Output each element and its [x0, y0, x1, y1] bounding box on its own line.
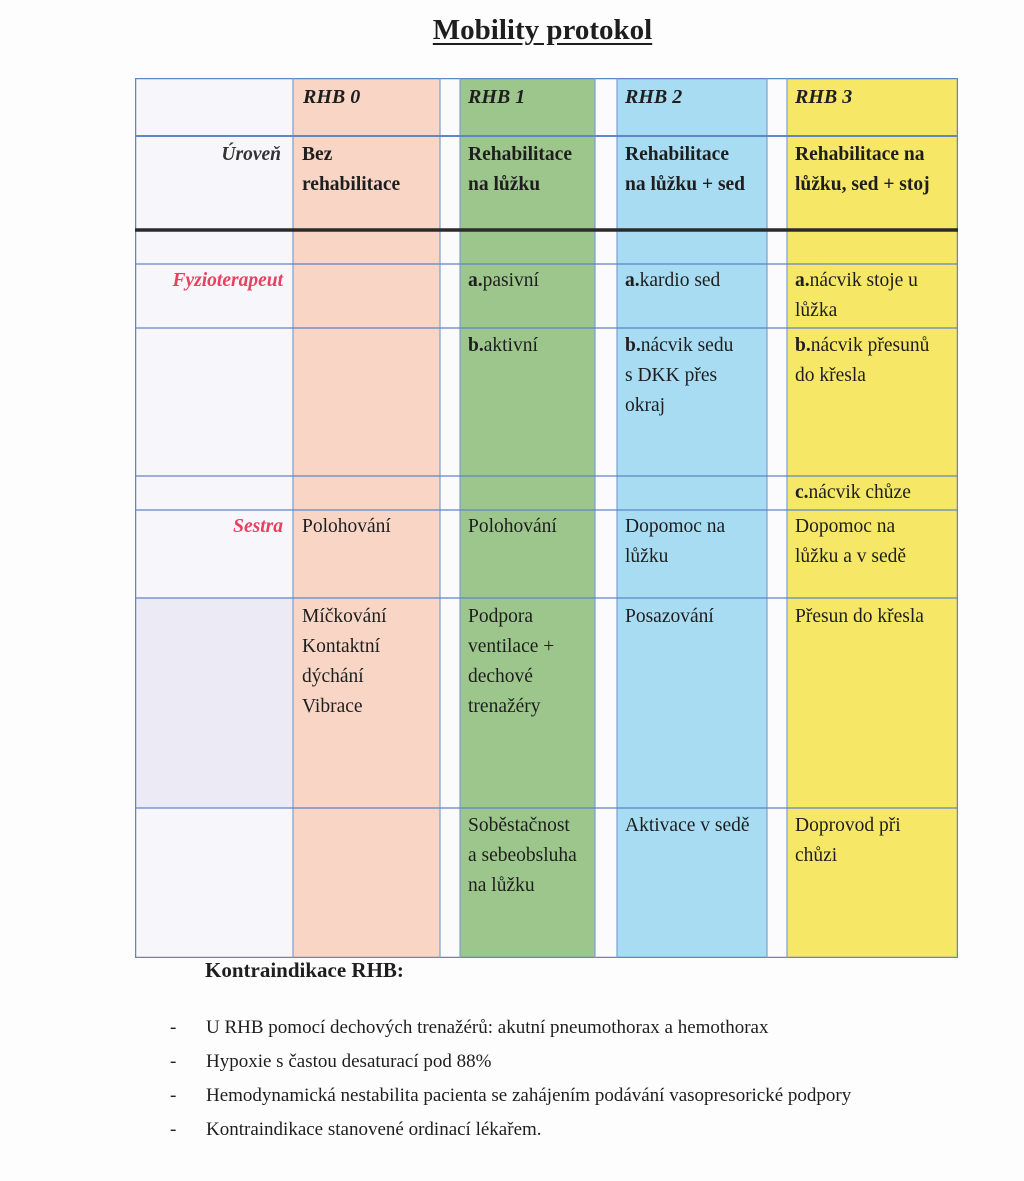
list-item: - U RHB pomocí dechových trenažérů: akutní pneumothorax a hemothorax	[170, 1017, 769, 1038]
sestra1-rhb0: Polohování	[302, 516, 391, 537]
fyzio-a-rhb2: a.kardio sed	[625, 270, 721, 291]
label-column-lower-bg	[135, 598, 293, 808]
sestra2-rhb2: Posazování	[625, 606, 714, 627]
sestra2-rhb0: Míčkování Kontaktní dýchání Vibrace	[302, 606, 387, 717]
row-label-fyzioterapeut: Fyzioterapeut	[172, 270, 283, 291]
fyzio-a-rhb1: a.pasivní	[468, 270, 539, 291]
mobility-table	[135, 78, 958, 958]
sestra3-rhb1: Soběstačnost a sebeobsluha na lůžku	[468, 815, 577, 896]
gap-column-2	[595, 78, 617, 958]
header-rhb3: RHB 3	[795, 86, 853, 108]
sestra2-rhb3: Přesun do křesla	[795, 606, 924, 627]
fyzio-b-rhb2: b.nácvik sedu s DKK přes okraj	[625, 335, 734, 416]
uroven-rhb0: Bez rehabilitace	[302, 144, 401, 195]
row-label-sestra: Sestra	[233, 516, 283, 537]
list-item: - Hypoxie s častou desaturací pod 88%	[170, 1051, 492, 1072]
fyzio-b-rhb1: b.aktivní	[468, 335, 538, 356]
contraindications-list	[170, 1013, 851, 1149]
page-title: Mobility protokol	[432, 14, 653, 46]
sestra3-rhb2: Aktivace v sedě	[625, 815, 750, 836]
list-item: - Kontraindikace stanovené ordinací lékařem.	[170, 1119, 542, 1140]
gap-column-1	[440, 78, 460, 958]
sestra1-rhb1: Polohování	[468, 516, 557, 537]
fyzio-c-rhb3: c.nácvik chůze	[795, 482, 911, 503]
fyzio-a-rhb3: a.nácvik stoje u lůžka	[795, 270, 918, 321]
list-item: - Hemodynamická nestabilita pacienta se zahájením podávání vasopresorické podpory	[170, 1085, 852, 1106]
header-rhb2: RHB 2	[625, 86, 683, 108]
header-rhb0: RHB 0	[303, 86, 361, 108]
sestra2-rhb1: Podpora ventilace + dechové trenažéry	[468, 606, 555, 717]
sestra3-rhb3: Doprovod při chůzi	[795, 815, 901, 866]
uroven-rhb2: Rehabilitace na lůžku + sed	[625, 144, 746, 195]
contraindications-title: Kontraindikace RHB:	[205, 958, 404, 982]
sestra1-rhb2: Dopomoc na lůžku	[625, 516, 726, 567]
header-rhb1: RHB 1	[468, 86, 526, 108]
uroven-rhb1: Rehabilitace na lůžku	[468, 144, 572, 195]
gap-column-3	[767, 78, 787, 958]
uroven-rhb3: Rehabilitace na lůžku, sed + stoj	[795, 144, 930, 195]
fyzio-b-rhb3: b.nácvik přesunů do křesla	[795, 335, 930, 386]
row-label-uroven: Úroveň	[221, 144, 281, 165]
sestra1-rhb3: Dopomoc na lůžku a v sedě	[795, 516, 907, 567]
